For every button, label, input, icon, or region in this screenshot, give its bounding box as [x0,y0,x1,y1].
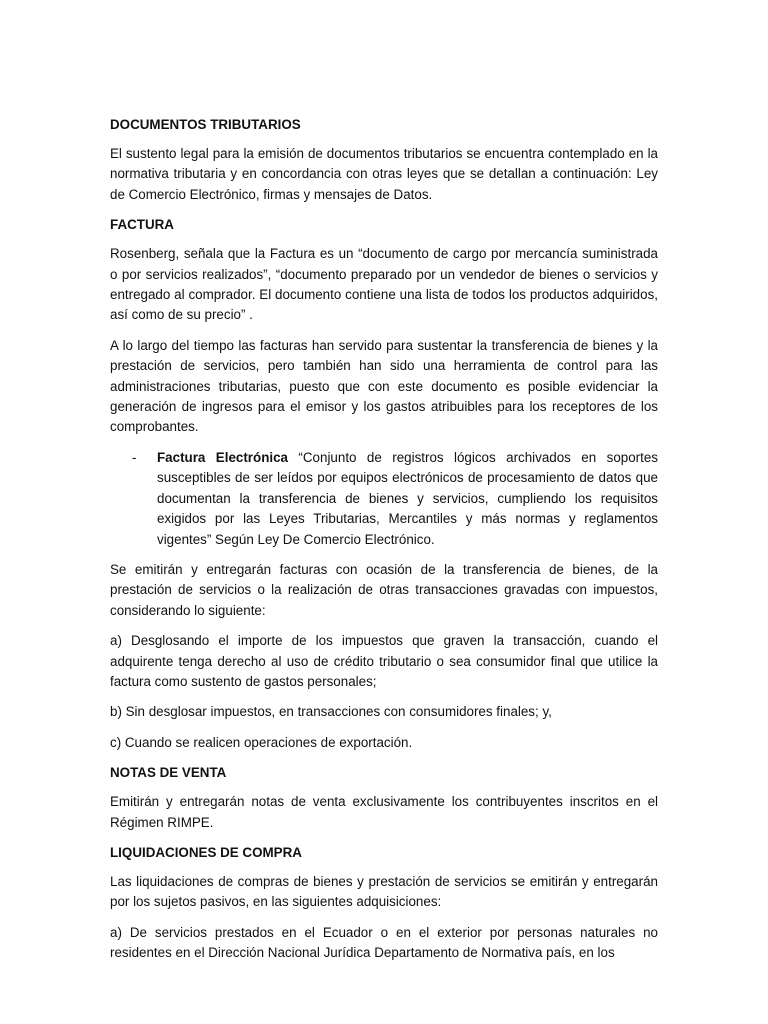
section-title-notas-de-venta: NOTAS DE VENTA [110,765,227,781]
paragraph-liquidaciones: Las liquidaciones de compras de bienes y prestación de servicios se emitirán y entregarán por los sujetos pasivos, en las siguientes adquisiciones: [110,873,658,910]
bullet-term: Factura Electrónica [157,449,288,465]
bullet-body [157,448,658,550]
section-title-liquidaciones: LIQUIDACIONES DE COMPRA [110,844,302,860]
paragraph-history: A lo largo del tiempo las facturas han servido para sustentar la transferencia de bienes y la prestación de servicios, pero también han sido una herramienta de control para las administraciones tributarias, puesto que con este documento es posible evidenciar la generación de ingresos para el emisor y los gastos atribuibles para los receptores de los comprobantes. [110,337,658,435]
paragraph-liquidaciones-a: a) De servicios prestados en el Ecuador o en el exterior por personas naturales no residentes en el Dirección Nacional Jurídica Departamento de Normativa país, en los [110,924,658,961]
bullet-dash: - [132,449,137,465]
paragraph-emission: Se emitirán y entregarán facturas con ocasión de la transferencia de bienes, de la prestación de servicios o la realización de otras transacciones gravadas con impuestos, considerando lo siguiente: [110,561,658,618]
section-title-documentos-tributarios: DOCUMENTOS TRIBUTARIOS [110,117,301,132]
bullet-text: “Conjunto de registros lógicos archivados en soportes susceptibles de ser leídos por equipos electrónicos de procesamiento de datos que documentan la transferencia de bienes y servicios, cumpliendo los requisitos exigidos por las Leyes Tributarias, Mercantiles y más normas y reglamentos vigentes” Según Ley De Comercio Electrónico. [157,449,658,547]
paragraph-item-c: c) Cuando se realicen operaciones de exportación. [110,734,413,750]
paragraph-legal-basis: El sustento legal para la emisión de documentos tributarios se encuentra contemplado en la normativa tributaria y en concordancia con otras leyes que se detallan a continuación: Ley de Comercio Electrónico, firmas y mensajes de Datos. [110,146,658,202]
paragraph-item-a: a) Desglosando el importe de los impuestos que graven la transacción, cuando el adquirente tenga derecho al uso de crédito tributario o sea consumidor final que utilice la factura como sustento de gastos personales; [110,633,658,689]
paragraph-notas-de-venta: Emitirán y entregarán notas de venta exclusivamente los contribuyentes inscritos en el Régimen RIMPE. [110,794,658,830]
paragraph-item-b: b) Sin desglosar impuestos, en transacciones con consumidores finales; y, [110,704,552,720]
paragraph-rosenberg: Rosenberg, señala que la Factura es un “documento de cargo por mercancía suministrada o por servicios realizados”, “documento preparado por un vendedor de bienes o servicios y entregado al comprador. El documento contiene una lista de todos los productos adquiridos, así como de su precio” . [110,246,658,323]
section-title-factura: FACTURA [110,217,174,233]
bullet-factura-electronica [110,448,658,550]
